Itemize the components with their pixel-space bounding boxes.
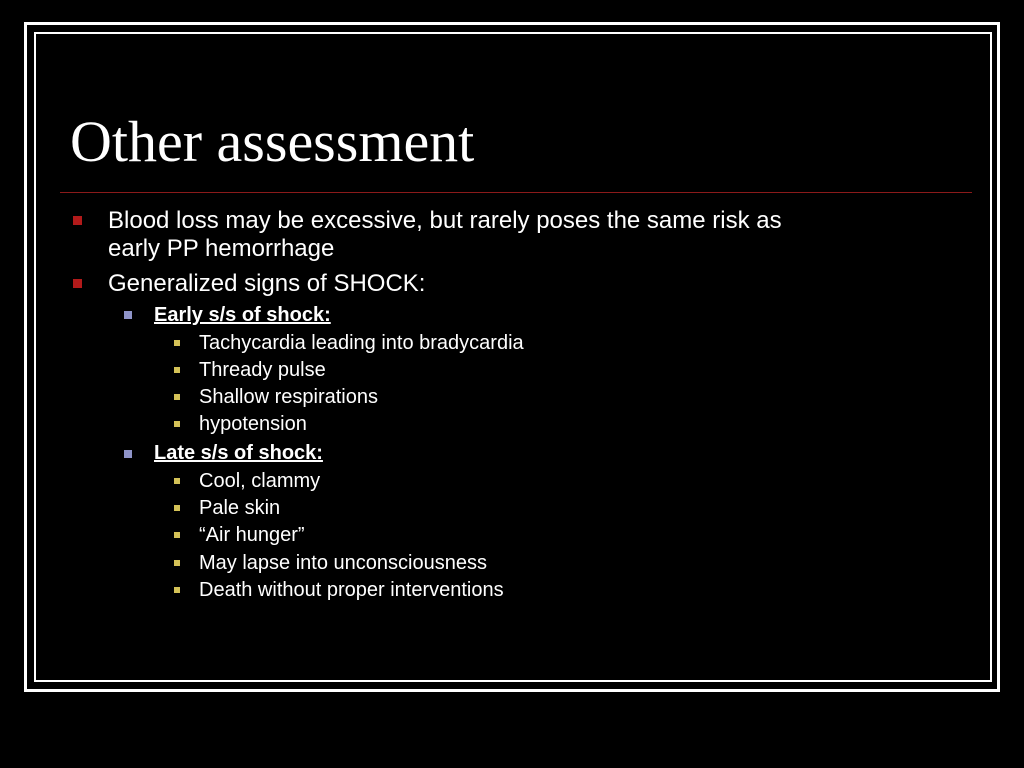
late-sign-item: “Air hunger” <box>199 524 305 546</box>
title-divider <box>60 192 972 193</box>
early-sign-item: Shallow respirations <box>199 386 378 408</box>
square-bullet-icon <box>124 450 132 458</box>
square-bullet-icon <box>174 532 180 538</box>
bullet-blood-loss-line1: Blood loss may be excessive, but rarely poses the same risk as <box>108 207 782 234</box>
square-bullet-icon <box>73 279 82 288</box>
bullet-blood-loss-line2: early PP hemorrhage <box>108 235 335 262</box>
square-bullet-icon <box>174 367 180 373</box>
square-bullet-icon <box>174 421 180 427</box>
late-sign-item: May lapse into unconsciousness <box>199 552 487 574</box>
square-bullet-icon <box>174 340 180 346</box>
late-sign-item: Pale skin <box>199 497 281 519</box>
early-sign-item: hypotension <box>199 413 307 435</box>
late-sign-item: Cool, clammy <box>199 470 321 492</box>
square-bullet-icon <box>174 394 180 400</box>
square-bullet-icon <box>73 216 82 225</box>
square-bullet-icon <box>174 587 180 593</box>
square-bullet-icon <box>174 478 180 484</box>
square-bullet-icon <box>174 505 180 511</box>
early-signs-heading: Early s/s of shock: <box>154 304 331 326</box>
late-signs-heading: Late s/s of shock: <box>154 442 323 464</box>
bullet-generalized-signs: Generalized signs of SHOCK: <box>108 270 426 297</box>
slide-title: Other assessment <box>70 109 475 174</box>
square-bullet-icon <box>124 311 132 319</box>
early-sign-item: Tachycardia leading into bradycardia <box>199 332 524 354</box>
square-bullet-icon <box>174 560 180 566</box>
late-sign-item: Death without proper interventions <box>199 579 504 601</box>
early-sign-item: Thready pulse <box>199 359 326 381</box>
